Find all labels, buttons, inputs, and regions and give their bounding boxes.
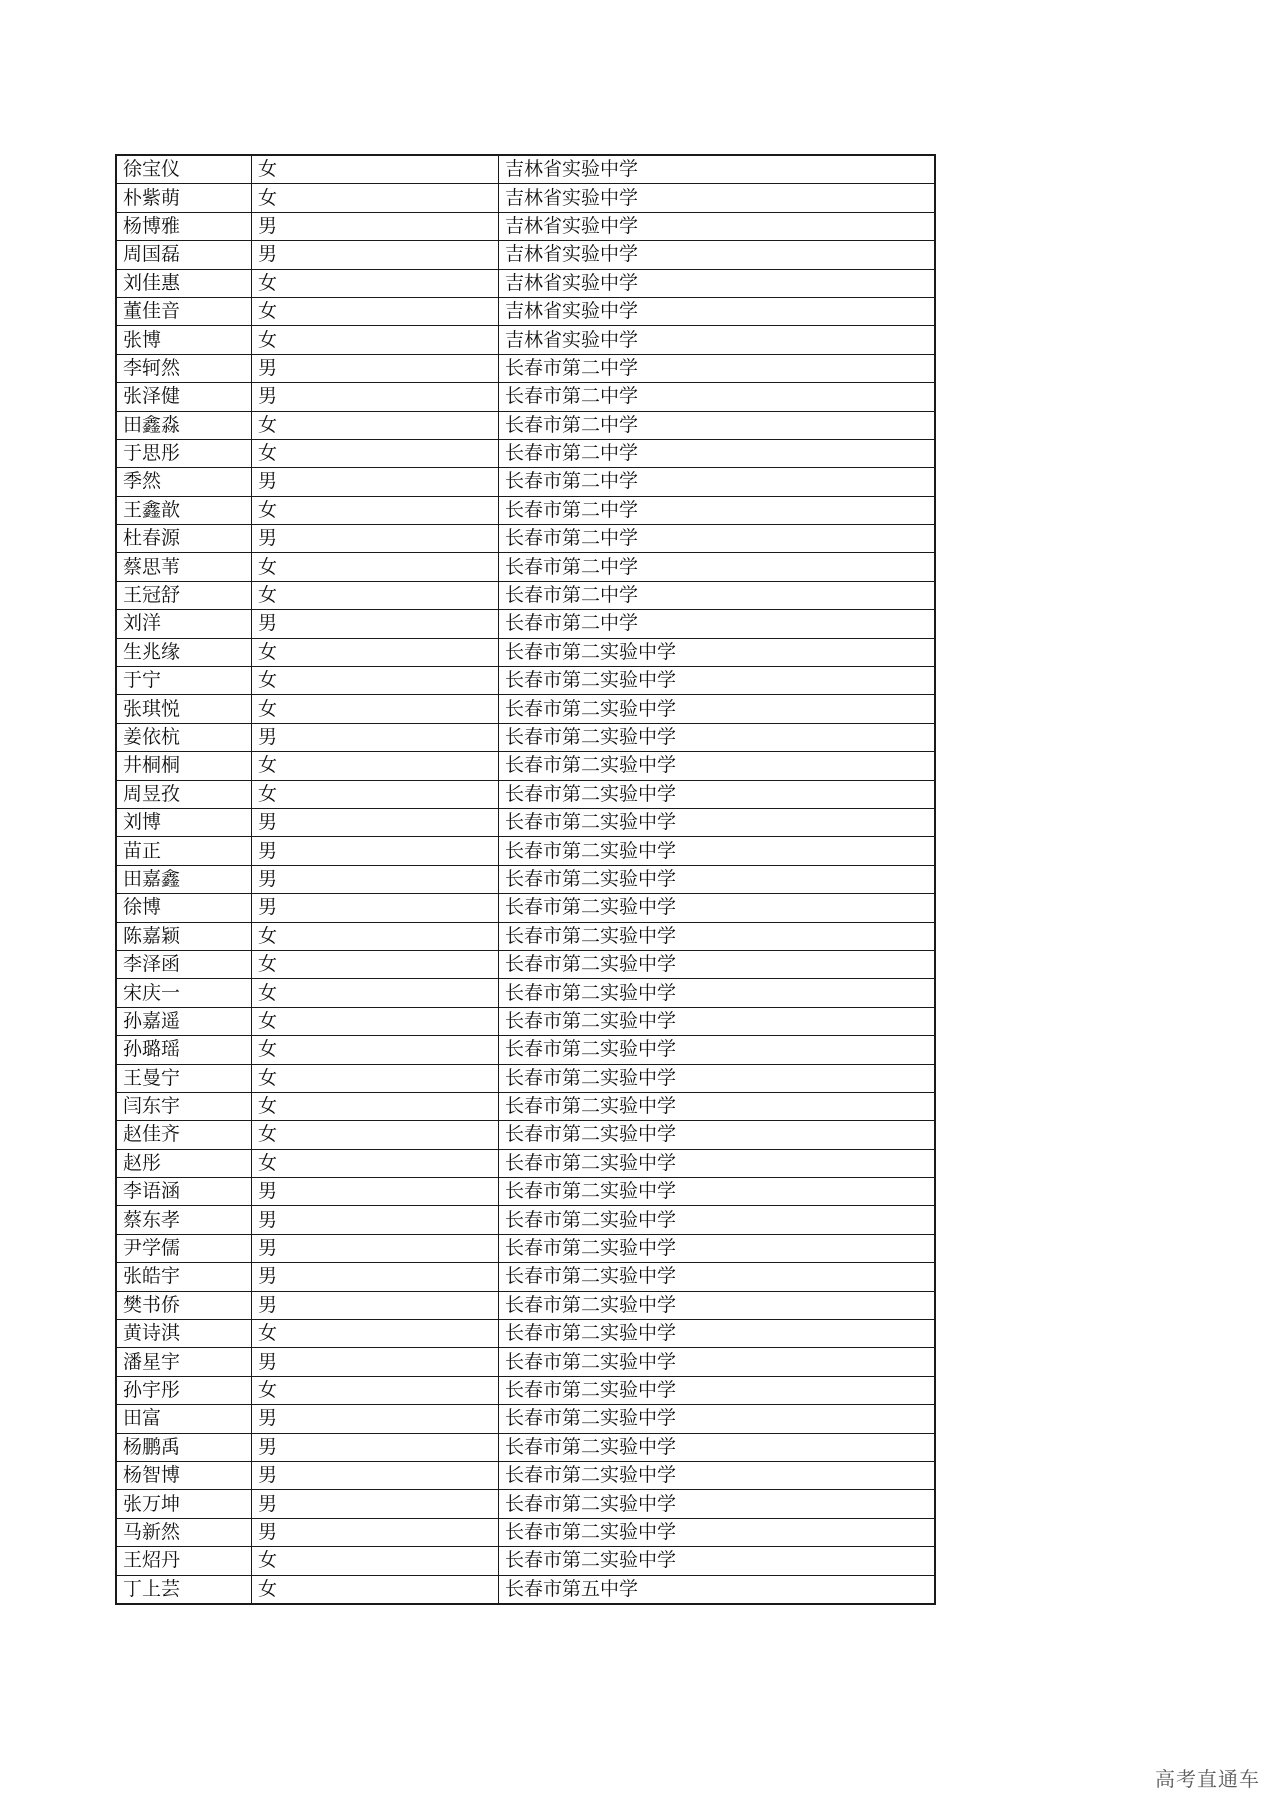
- school-cell: 长春市第二实验中学: [499, 837, 935, 865]
- table-row: [117, 1064, 935, 1092]
- name-cell: 杨智博: [117, 1461, 252, 1489]
- name-cell: 李语涵: [117, 1178, 252, 1206]
- school-cell: 长春市第二中学: [499, 525, 935, 553]
- table-row: [117, 922, 935, 950]
- table-row: [117, 269, 935, 297]
- table-row: [117, 1092, 935, 1120]
- name-cell: 尹学儒: [117, 1234, 252, 1262]
- name-cell: 王冠舒: [117, 581, 252, 609]
- gender-cell: 男: [252, 894, 499, 922]
- table-row: [117, 1291, 935, 1319]
- table-row: [117, 1149, 935, 1177]
- name-cell: 苗正: [117, 837, 252, 865]
- school-cell: 长春市第二中学: [499, 383, 935, 411]
- school-cell: 长春市第二实验中学: [499, 1490, 935, 1518]
- table-row: [117, 610, 935, 638]
- table-row: [117, 156, 935, 184]
- table-row: [117, 1206, 935, 1234]
- table-row: [117, 1376, 935, 1404]
- name-cell: 马新然: [117, 1518, 252, 1546]
- name-cell: 李泽函: [117, 950, 252, 978]
- school-cell: 长春市第二实验中学: [499, 1234, 935, 1262]
- school-cell: 吉林省实验中学: [499, 241, 935, 269]
- school-cell: 长春市第二实验中学: [499, 667, 935, 695]
- gender-cell: 女: [252, 1376, 499, 1404]
- school-cell: 吉林省实验中学: [499, 184, 935, 212]
- name-cell: 田嘉鑫: [117, 865, 252, 893]
- name-cell: 生兆缘: [117, 638, 252, 666]
- school-cell: 长春市第二实验中学: [499, 1547, 935, 1575]
- table-row: [117, 979, 935, 1007]
- gender-cell: 男: [252, 1433, 499, 1461]
- name-cell: 黄诗淇: [117, 1320, 252, 1348]
- name-cell: 陈嘉颖: [117, 922, 252, 950]
- school-cell: 长春市第二实验中学: [499, 1518, 935, 1546]
- gender-cell: 女: [252, 156, 499, 184]
- school-cell: 长春市第二实验中学: [499, 1348, 935, 1376]
- table-row: [117, 1433, 935, 1461]
- gender-cell: 男: [252, 1206, 499, 1234]
- school-cell: 长春市第二中学: [499, 411, 935, 439]
- name-cell: 孙宇彤: [117, 1376, 252, 1404]
- gender-cell: 男: [252, 1234, 499, 1262]
- school-cell: 长春市第二实验中学: [499, 752, 935, 780]
- table-row: [117, 439, 935, 467]
- gender-cell: 女: [252, 1092, 499, 1120]
- school-cell: 长春市第二中学: [499, 354, 935, 382]
- table-row: [117, 1575, 935, 1603]
- gender-cell: 女: [252, 1547, 499, 1575]
- gender-cell: 男: [252, 1263, 499, 1291]
- table-row: [117, 241, 935, 269]
- gender-cell: 女: [252, 752, 499, 780]
- name-cell: 姜依杭: [117, 723, 252, 751]
- table-row: [117, 411, 935, 439]
- name-cell: 田鑫淼: [117, 411, 252, 439]
- gender-cell: 女: [252, 553, 499, 581]
- name-cell: 赵彤: [117, 1149, 252, 1177]
- table-row: [117, 780, 935, 808]
- school-cell: 长春市第二中学: [499, 610, 935, 638]
- name-cell: 刘洋: [117, 610, 252, 638]
- name-cell: 张泽健: [117, 383, 252, 411]
- table-row: [117, 1461, 935, 1489]
- school-cell: 吉林省实验中学: [499, 269, 935, 297]
- watermark-text: 高考直通车: [1155, 1767, 1260, 1791]
- gender-cell: 男: [252, 212, 499, 240]
- name-cell: 蔡思苇: [117, 553, 252, 581]
- gender-cell: 女: [252, 297, 499, 325]
- name-cell: 张博: [117, 326, 252, 354]
- school-cell: 长春市第二实验中学: [499, 1036, 935, 1064]
- gender-cell: 女: [252, 950, 499, 978]
- gender-cell: 女: [252, 439, 499, 467]
- gender-cell: 男: [252, 383, 499, 411]
- gender-cell: 女: [252, 695, 499, 723]
- table-row: [117, 496, 935, 524]
- name-cell: 杨鹏禹: [117, 1433, 252, 1461]
- table-row: [117, 1036, 935, 1064]
- student-list-body: [117, 156, 935, 1604]
- school-cell: 长春市第二实验中学: [499, 979, 935, 1007]
- gender-cell: 女: [252, 184, 499, 212]
- school-cell: 长春市第二实验中学: [499, 894, 935, 922]
- name-cell: 徐博: [117, 894, 252, 922]
- gender-cell: 女: [252, 1149, 499, 1177]
- name-cell: 李轲然: [117, 354, 252, 382]
- gender-cell: 男: [252, 723, 499, 751]
- gender-cell: 男: [252, 1518, 499, 1546]
- school-cell: 长春市第二实验中学: [499, 1263, 935, 1291]
- gender-cell: 女: [252, 922, 499, 950]
- name-cell: 孙嘉遥: [117, 1007, 252, 1035]
- school-cell: 长春市第二实验中学: [499, 1178, 935, 1206]
- school-cell: 长春市第二实验中学: [499, 695, 935, 723]
- gender-cell: 男: [252, 354, 499, 382]
- name-cell: 杨博雅: [117, 212, 252, 240]
- table-row: [117, 837, 935, 865]
- name-cell: 朴紫萌: [117, 184, 252, 212]
- table-row: [117, 1234, 935, 1262]
- gender-cell: 男: [252, 525, 499, 553]
- name-cell: 蔡东孝: [117, 1206, 252, 1234]
- name-cell: 樊书侨: [117, 1291, 252, 1319]
- gender-cell: 女: [252, 1036, 499, 1064]
- name-cell: 丁上芸: [117, 1575, 252, 1603]
- name-cell: 张皓宇: [117, 1263, 252, 1291]
- gender-cell: 男: [252, 241, 499, 269]
- table-row: [117, 723, 935, 751]
- gender-cell: 男: [252, 1405, 499, 1433]
- school-cell: 长春市第二实验中学: [499, 780, 935, 808]
- table-row: [117, 638, 935, 666]
- name-cell: 王曼宁: [117, 1064, 252, 1092]
- gender-cell: 女: [252, 780, 499, 808]
- gender-cell: 男: [252, 1348, 499, 1376]
- name-cell: 刘佳惠: [117, 269, 252, 297]
- gender-cell: 女: [252, 326, 499, 354]
- name-cell: 于宁: [117, 667, 252, 695]
- gender-cell: 女: [252, 1320, 499, 1348]
- table-row: [117, 1405, 935, 1433]
- name-cell: 宋庆一: [117, 979, 252, 1007]
- gender-cell: 女: [252, 638, 499, 666]
- gender-cell: 女: [252, 269, 499, 297]
- table-row: [117, 1348, 935, 1376]
- school-cell: 长春市第五中学: [499, 1575, 935, 1603]
- name-cell: 徐宝仪: [117, 156, 252, 184]
- school-cell: 吉林省实验中学: [499, 297, 935, 325]
- name-cell: 张万坤: [117, 1490, 252, 1518]
- table-row: [117, 326, 935, 354]
- name-cell: 闫东宇: [117, 1092, 252, 1120]
- table-row: [117, 1547, 935, 1575]
- gender-cell: 男: [252, 610, 499, 638]
- name-cell: 张琪悦: [117, 695, 252, 723]
- name-cell: 刘博: [117, 808, 252, 836]
- table-row: [117, 553, 935, 581]
- name-cell: 董佳音: [117, 297, 252, 325]
- gender-cell: 男: [252, 837, 499, 865]
- school-cell: 长春市第二实验中学: [499, 922, 935, 950]
- school-cell: 吉林省实验中学: [499, 156, 935, 184]
- school-cell: 吉林省实验中学: [499, 326, 935, 354]
- gender-cell: 男: [252, 468, 499, 496]
- gender-cell: 男: [252, 1461, 499, 1489]
- school-cell: 长春市第二实验中学: [499, 808, 935, 836]
- gender-cell: 男: [252, 808, 499, 836]
- school-cell: 长春市第二实验中学: [499, 1291, 935, 1319]
- table-row: [117, 1320, 935, 1348]
- gender-cell: 男: [252, 1178, 499, 1206]
- gender-cell: 男: [252, 865, 499, 893]
- table-row: [117, 581, 935, 609]
- table-row: [117, 1518, 935, 1546]
- school-cell: 长春市第二实验中学: [499, 1007, 935, 1035]
- gender-cell: 女: [252, 1575, 499, 1603]
- name-cell: 田富: [117, 1405, 252, 1433]
- gender-cell: 女: [252, 667, 499, 695]
- gender-cell: 女: [252, 1064, 499, 1092]
- gender-cell: 女: [252, 1121, 499, 1149]
- name-cell: 周昱孜: [117, 780, 252, 808]
- table-row: [117, 354, 935, 382]
- gender-cell: 男: [252, 1490, 499, 1518]
- table-row: [117, 1007, 935, 1035]
- name-cell: 孙璐瑶: [117, 1036, 252, 1064]
- school-cell: 长春市第二实验中学: [499, 1121, 935, 1149]
- school-cell: 长春市第二实验中学: [499, 638, 935, 666]
- school-cell: 长春市第二实验中学: [499, 950, 935, 978]
- school-cell: 长春市第二中学: [499, 581, 935, 609]
- school-cell: 长春市第二中学: [499, 553, 935, 581]
- school-cell: 长春市第二实验中学: [499, 1461, 935, 1489]
- gender-cell: 男: [252, 1291, 499, 1319]
- table-row: [117, 184, 935, 212]
- name-cell: 井桐桐: [117, 752, 252, 780]
- gender-cell: 女: [252, 1007, 499, 1035]
- school-cell: 长春市第二实验中学: [499, 1064, 935, 1092]
- gender-cell: 女: [252, 411, 499, 439]
- table-row: [117, 950, 935, 978]
- school-cell: 长春市第二中学: [499, 496, 935, 524]
- table-row: [117, 1490, 935, 1518]
- school-cell: 长春市第二实验中学: [499, 1320, 935, 1348]
- table-row: [117, 525, 935, 553]
- school-cell: 长春市第二实验中学: [499, 1206, 935, 1234]
- school-cell: 长春市第二实验中学: [499, 865, 935, 893]
- school-cell: 吉林省实验中学: [499, 212, 935, 240]
- school-cell: 长春市第二实验中学: [499, 1092, 935, 1120]
- student-list-table: [116, 155, 935, 1604]
- school-cell: 长春市第二实验中学: [499, 1376, 935, 1404]
- table-row: [117, 894, 935, 922]
- school-cell: 长春市第二实验中学: [499, 723, 935, 751]
- name-cell: 杜春源: [117, 525, 252, 553]
- table-row: [117, 667, 935, 695]
- name-cell: 季然: [117, 468, 252, 496]
- school-cell: 长春市第二实验中学: [499, 1149, 935, 1177]
- table-row: [117, 468, 935, 496]
- name-cell: 于思彤: [117, 439, 252, 467]
- name-cell: 周国磊: [117, 241, 252, 269]
- table-row: [117, 297, 935, 325]
- school-cell: 长春市第二中学: [499, 468, 935, 496]
- table-row: [117, 752, 935, 780]
- table-row: [117, 865, 935, 893]
- school-cell: 长春市第二中学: [499, 439, 935, 467]
- name-cell: 王炤丹: [117, 1547, 252, 1575]
- name-cell: 王鑫歆: [117, 496, 252, 524]
- table-row: [117, 1121, 935, 1149]
- name-cell: 赵佳齐: [117, 1121, 252, 1149]
- table-row: [117, 1178, 935, 1206]
- gender-cell: 女: [252, 581, 499, 609]
- table-row: [117, 695, 935, 723]
- name-cell: 潘星宇: [117, 1348, 252, 1376]
- school-cell: 长春市第二实验中学: [499, 1433, 935, 1461]
- table-row: [117, 383, 935, 411]
- gender-cell: 女: [252, 979, 499, 1007]
- gender-cell: 女: [252, 496, 499, 524]
- table-row: [117, 808, 935, 836]
- table-row: [117, 1263, 935, 1291]
- school-cell: 长春市第二实验中学: [499, 1405, 935, 1433]
- table-row: [117, 212, 935, 240]
